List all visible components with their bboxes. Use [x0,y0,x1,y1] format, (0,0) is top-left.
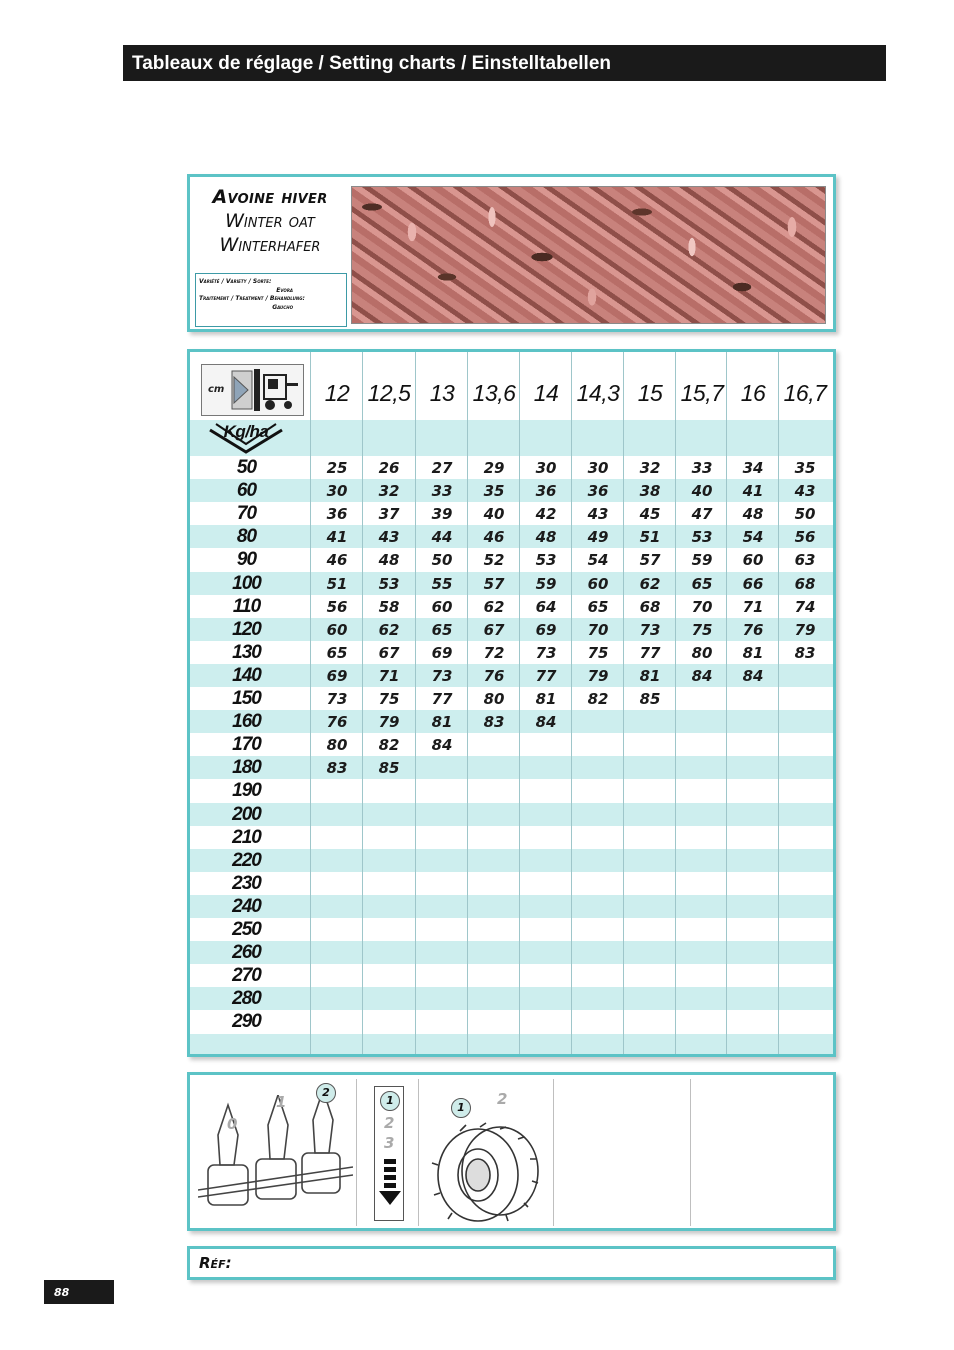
unit-label: Kg/ha [223,422,269,441]
row-rate-label: 150 [232,688,261,709]
table-cell: 85 [378,759,400,778]
table-cell: 62 [483,597,505,616]
table-cell: 46 [483,528,505,547]
table-cell: 51 [639,528,661,547]
table-cell: 68 [794,574,816,593]
row-rate-label: 170 [232,734,261,756]
table-cell: 50 [794,505,816,524]
table-cell: 81 [431,713,453,732]
table-cell: 71 [378,666,400,685]
table-cell: 44 [431,528,453,547]
row-rate-label: 250 [232,919,261,940]
table-cell: 36 [535,482,557,501]
flap-position-1: 1 [276,1093,287,1111]
table-cell: 30 [326,482,348,501]
slot-position-3: 3 [384,1134,395,1152]
column-header: 16 [740,380,766,406]
table-cell: 82 [378,736,400,755]
variety-label: Variété / Variety / Sorte: [199,278,272,285]
table-cell: 30 [535,459,557,477]
slot-indicator [374,1086,404,1221]
table-cell: 30 [587,459,609,477]
table-cell: 33 [431,482,453,501]
column-header: 14 [533,380,559,406]
row-rate-label: 230 [232,872,261,894]
table-cell: 48 [378,551,400,570]
table-cell: 43 [587,505,609,524]
table-cell: 80 [483,690,505,708]
table-cell: 35 [794,459,816,477]
table-cell: 60 [431,597,453,616]
table-cell: 84 [742,666,764,685]
table-cell: 48 [535,528,557,547]
treatment-value: Gaucho [272,303,293,311]
column-header: 15,7 [680,380,724,406]
table-cell: 25 [326,459,348,477]
table-cell: 51 [326,574,348,593]
table-cell: 67 [378,643,400,662]
table-cell: 35 [483,482,505,501]
table-cell: 60 [587,574,609,593]
table-cell: 64 [535,597,557,616]
treatment-label: Traitement / Treatment / Behandlung: [199,295,305,302]
variety-value: Evora [276,286,293,294]
table-cell: 81 [742,643,764,662]
row-rate-label: 280 [232,988,261,1010]
row-rate-label: 180 [232,757,261,779]
table-cell: 50 [431,551,453,570]
table-cell: 32 [378,482,400,501]
table-cell: 59 [691,551,713,570]
wheel-selected-badge: 1 [451,1098,471,1118]
table-cell: 76 [326,713,348,732]
table-cell: 60 [742,551,764,570]
table-cell: 77 [431,690,453,708]
row-rate-label: 160 [232,711,261,733]
crop-name-en: Winter oat [225,210,315,232]
setting-chart-table [187,349,836,1057]
table-cell: 84 [431,736,453,755]
drill-speed-icon [201,364,304,416]
table-cell: 76 [742,620,764,639]
table-cell: 69 [431,643,453,662]
table-cell: 45 [639,505,661,524]
row-rate-label: 80 [236,526,257,548]
row-rate-label: 50 [236,457,257,478]
table-cell: 79 [587,666,609,685]
row-rate-label: 290 [232,1011,261,1033]
ref-label: Réf: [199,1254,232,1272]
table-cell: 83 [326,759,348,778]
flap-selected-badge: 2 [316,1083,336,1103]
table-cell: 41 [742,482,764,501]
table-cell: 73 [326,690,348,708]
divider [418,1079,419,1226]
row-rate-label: 120 [232,618,261,640]
table-cell: 63 [794,551,816,570]
table-cell: 73 [431,666,453,685]
table-cell: 82 [587,690,609,708]
table-cell: 59 [535,574,557,593]
table-cell: 75 [587,643,609,662]
table-cell: 80 [691,643,713,662]
page-number [44,1280,114,1304]
table-cell: 77 [535,666,557,685]
table-cell: 53 [691,528,713,547]
column-header: 13 [429,380,455,406]
header-stripe [190,420,833,456]
table-cell: 77 [639,643,661,662]
row-rate-label: 130 [232,641,261,663]
table-cell: 76 [483,666,505,685]
crop-name-de: Winterhafer [219,234,321,256]
table-cell: 83 [794,643,816,662]
table-cell: 46 [326,551,348,570]
table-cell: 36 [587,482,609,501]
table-cell: 58 [378,597,400,616]
seed-wheel-illustration [430,1115,545,1227]
table-cell: 56 [794,528,816,547]
wheel-position-2: 2 [497,1090,508,1108]
table-cell: 62 [639,574,661,593]
crop-names [196,185,344,271]
table-cell: 36 [326,505,348,524]
table-cell: 54 [742,528,764,547]
table-cell: 75 [378,690,400,708]
column-header: 14,3 [576,380,620,406]
column-header: 16,7 [783,380,827,406]
reference-panel [187,1246,836,1280]
table-cell: 71 [742,597,764,616]
table-cell: 42 [535,505,557,524]
speed-unit: cm [208,384,225,395]
table-cell: 69 [326,666,348,685]
table-cell: 52 [483,551,505,570]
page-header [123,45,886,81]
column-header: 12,5 [367,380,411,406]
divider [690,1079,691,1226]
table-cell: 60 [326,620,348,639]
table-cell: 72 [483,643,505,662]
table-cell: 49 [587,528,609,547]
flap-lever-illustration [198,1095,353,1227]
table-cell: 27 [431,459,453,477]
divider [553,1079,554,1226]
row-rate-label: 210 [232,826,261,848]
row-rate-label: 270 [232,965,261,987]
row-rate-label: 220 [232,849,261,871]
table-cell: 73 [535,643,557,662]
table-cell: 57 [483,574,505,593]
table-cell: 38 [639,482,661,501]
table-cell: 74 [794,597,816,616]
unit-indicator [208,420,284,456]
slot-position-2: 2 [384,1114,395,1132]
table-cell: 37 [378,505,400,524]
table-cell: 83 [483,713,505,732]
arrow-down-icon [379,1159,401,1219]
page-title: Tableaux de réglage / Setting charts / Einstelltabellen [132,53,612,74]
row-rate-label: 70 [236,503,257,525]
crop-info-panel [187,174,836,332]
table-cell: 47 [691,505,713,524]
row-rate-label: 140 [232,664,261,686]
table-cell: 26 [378,459,400,477]
table-cell: 80 [326,736,348,755]
row-rate-label: 200 [232,803,261,825]
mechanical-settings-panel [187,1072,836,1231]
table-cell: 65 [587,597,609,616]
row-rate-label: 260 [232,942,261,964]
page-number-text: 88 [54,1286,70,1299]
variety-box [195,273,347,327]
table-cell: 73 [639,620,661,639]
table-cell: 65 [326,643,348,662]
table-cell: 70 [587,620,609,639]
table-cell: 54 [587,551,609,570]
crop-name-fr: Avoine hiver [212,186,328,208]
table-cell: 75 [691,620,713,639]
table-cell: 79 [378,713,400,732]
table-cell: 39 [431,505,453,524]
table-cell: 67 [483,620,505,639]
row-rate-label: 90 [236,549,257,571]
table-cell: 43 [794,482,816,501]
table-cell: 33 [691,459,713,477]
column-header: 15 [637,380,663,406]
table-cell: 40 [483,505,505,524]
table-cell: 57 [639,551,661,570]
table-cell: 66 [742,574,764,593]
table-cell: 34 [742,459,764,477]
table-cell: 79 [794,620,816,639]
table-cell: 70 [691,597,713,616]
row-rate-label: 60 [236,480,257,502]
row-rate-label: 100 [232,572,261,594]
slot-selected-badge: 1 [380,1091,400,1111]
table-cell: 81 [535,690,557,708]
seed-photo [351,186,826,324]
table-cell: 43 [378,528,400,547]
table-cell: 84 [535,713,557,732]
table-cell: 32 [639,459,661,477]
table-cell: 69 [535,620,557,639]
table-cell: 65 [431,620,453,639]
table-cell: 65 [691,574,713,593]
column-header: 13,6 [472,380,516,406]
table-cell: 84 [691,666,713,685]
table-cell: 68 [639,597,661,616]
divider [356,1079,357,1226]
table-cell: 81 [639,666,661,685]
table-cell: 40 [691,482,713,501]
row-rate-label: 240 [232,895,261,917]
table-cell: 62 [378,620,400,639]
table-cell: 85 [639,690,661,708]
table-cell: 48 [742,505,764,524]
table-cell: 56 [326,597,348,616]
flap-position-0: 0 [227,1115,238,1133]
row-stripe [190,1034,833,1057]
table-cell: 41 [326,528,348,547]
row-rate-label: 190 [232,780,261,802]
column-header: 12 [324,380,350,406]
table-cell: 29 [483,459,505,477]
table-cell: 53 [378,574,400,593]
table-cell: 53 [535,551,557,570]
row-rate-label: 110 [232,595,261,617]
table-cell: 55 [431,574,453,593]
